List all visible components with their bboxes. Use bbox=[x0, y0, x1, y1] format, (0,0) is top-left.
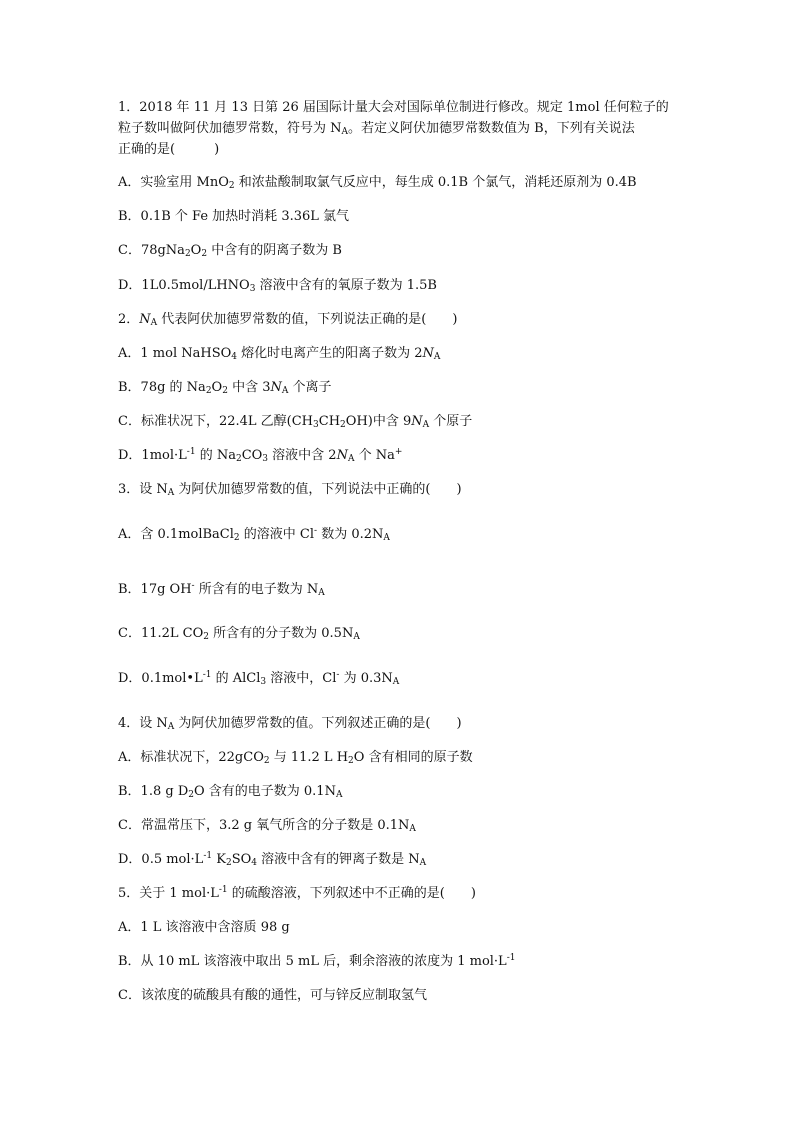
q1-stem-line-1: 1．2018 年 11 月 13 日第 26 届国际计量大会对国际单位制进行修改。规定 1mol 任何粒子的 bbox=[118, 100, 669, 115]
q1-stem-line-3: 正确的是( ) bbox=[118, 142, 220, 157]
q3-option-c: C．11.2L $CO_2$ 所含有的分子数为 $0.5N_A$ bbox=[118, 626, 360, 642]
q1-option-a: A．实验室用 MnO$_2$ 和浓盐酸制取氯气反应中，每生成 0.1B 个氯气，消耗还原剂为 0.4B bbox=[118, 175, 637, 191]
q1-option-c: C．$78gNa_2O_2$ 中含有的阴离子数为 B bbox=[118, 243, 342, 259]
q3-option-a: A．含 0.1molBaCl$_2$ 的溶液中 Cl- 数为 $0.2N_A$ bbox=[118, 526, 390, 543]
q2-option-b: B．78g 的 $Na_2O_2$ 中含 $3N_A$ 个离子 bbox=[118, 380, 332, 396]
q5-stem: 5．关于 1 $mol\cdot L^{-1}$ 的硫酸溶液，下列叙述中不正确的是( ) bbox=[118, 885, 476, 901]
q1-option-b: B．0.1B 个 Fe 加热时消耗 3.36L 氯气 bbox=[118, 209, 350, 224]
q3-option-d: D．$0.1mol•L^{-1}$ 的 AlCl$_3$ 溶液中，Cl- 为 $0.3N_A$ bbox=[118, 670, 400, 687]
q4-option-a: A．标准状况下，22gCO$_2$ 与 11.2 L $H_2O$ 含有相同的原子数 bbox=[118, 750, 473, 766]
q5-option-b: B．从 10 mL 该溶液中取出 5 mL 后，剩余溶液的浓度为 1 $mol\cdot L^{-1}$ bbox=[118, 953, 516, 969]
q4-option-b: B．1.8 g $D_2O$ 含有的电子数为 $0.1N_A$ bbox=[118, 784, 343, 800]
q2-option-d: D．$1mol\cdot L^{-1}$ 的 $Na_2CO_3$ 溶液中含 $2N_A$ 个 Na+ bbox=[118, 447, 403, 464]
q2-stem: 2．$N_A$ 代表阿伏加德罗常数的值，下列说法正确的是( ) bbox=[118, 312, 458, 328]
q1-option-d: D．$1L0.5mol/LHNO_3$ 溶液中含有的氧原子数为 1.5B bbox=[118, 278, 437, 294]
q3-stem: 3．设 $N_A$ 为阿伏加德罗常数的值，下列说法中正确的( ) bbox=[118, 482, 462, 498]
q5-option-c: C．该浓度的硫酸具有酸的通性，可与锌反应制取氢气 bbox=[118, 988, 427, 1003]
q5-option-a: A．1 L 该溶液中含溶质 98 g bbox=[118, 920, 290, 935]
q4-stem: 4．设 $N_A$ 为阿伏加德罗常数的值。下列叙述正确的是( ) bbox=[118, 716, 462, 732]
q2-option-c: C．标准状况下，22.4L 乙醇$(CH_3CH_2OH)$中含 $9N_A$ 个原子 bbox=[118, 414, 473, 430]
q2-option-a: A．1 mol NaHSO$_4$ 熔化时电离产生的阳离子数为 $2N_A$ bbox=[118, 346, 441, 362]
q4-option-d: D．0.5 $mol\cdot L^{-1}$ $K_2SO_4$ 溶液中含有的钾离子数是 $N_A$ bbox=[118, 851, 427, 868]
q1-stem-line-2: 粒子数叫做阿伏加德罗常数，符号为 $N_A$。若定义阿伏加德罗常数数值为 B，下列有关说法 bbox=[118, 121, 635, 137]
q4-option-c: C．常温常压下，3.2 g 氧气所含的分子数是 $0.1N_A$ bbox=[118, 818, 416, 834]
q3-option-b: B．17g OH- 所含有的电子数为 $N_A$ bbox=[118, 581, 325, 598]
